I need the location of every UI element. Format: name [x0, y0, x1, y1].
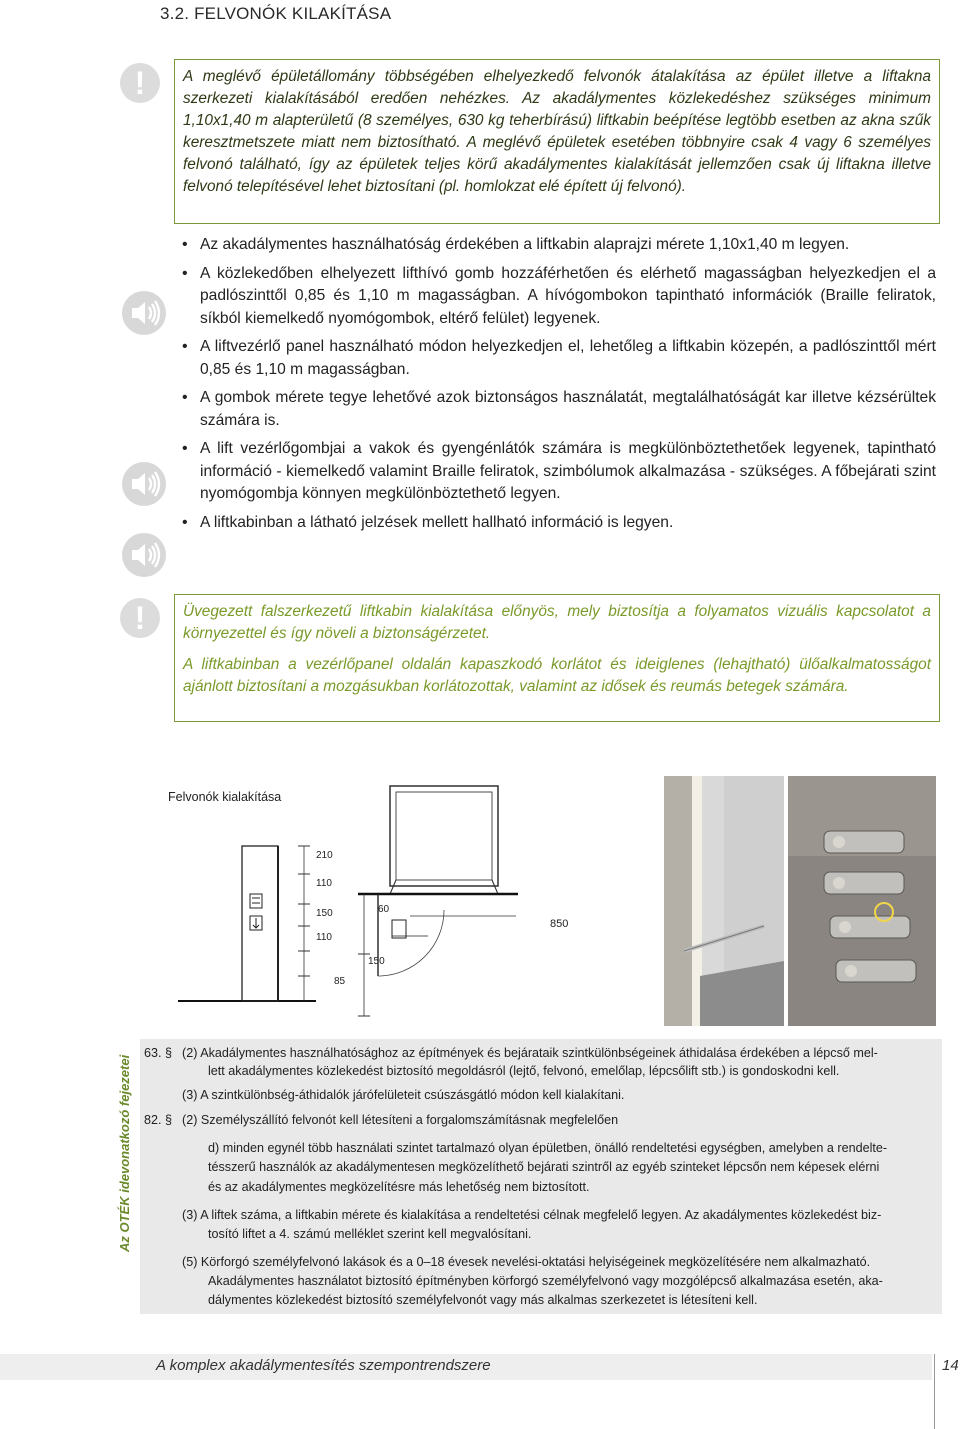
note-text: Üvegezett falszerkezetű liftkabin kialakítása előnyös, mely biztosítja a folyamatos vizuális kapcsolatot a környezettel és így növeli a biztonságérzetet. [183, 603, 931, 642]
speaker-icon [122, 533, 166, 577]
section-title: 3.2. FELVONÓK KILAKÍTÁSA [160, 4, 392, 23]
figure-title: Felvonók kialakítása [168, 790, 282, 804]
section-number: 82. § [144, 1113, 173, 1127]
note-box-existing-lifts [174, 59, 940, 224]
dimension-label: 110 [316, 932, 332, 943]
dimension-label: 60 [378, 904, 390, 915]
legal-line: dálymentes közlekedést biztosító személyfelvonót vagy más alkalmas szerkezetet is létesíteni kell. [208, 1293, 758, 1307]
lift-figure [164, 776, 936, 1026]
legal-line: Akadálymentes használatot biztosító építményben körforgó személyfelvonó vagy mozgólépcső alkalmazása esetén, aka- [208, 1274, 883, 1288]
dimension-label: 150 [316, 908, 333, 919]
requirements-list [180, 234, 936, 540]
speaker-icon [122, 291, 166, 335]
footer-title: A komplex akadálymentesítés szempontrendszere [156, 1357, 491, 1374]
dimension-label: 85 [334, 976, 346, 987]
legal-line: (2) Akadálymentes használhatósághoz az építmények és bejárataik szintkülönbségeinek áthidalása érdekében a lépcső mel- [182, 1046, 878, 1060]
legal-line: tosító liftet a 4. számú melléklet szerint kell megvalósítani. [208, 1227, 532, 1241]
page-number: 14 [942, 1357, 959, 1374]
vertical-label-text: Az OTÉK idevonatkozó fejezetei [117, 1054, 132, 1252]
note-box-glass-cabin [174, 594, 940, 722]
list-item: • A lift vezérlőgombjai a vakok és gyengénlátók számára is megkülönböztethetőek legyenek, tapintható információ - kiemelkedő valamint Braille feliratok, szimbólumok alkalmazása - szükséges. A főbejárati szint nyomógombja könnyen megkülönböztethető legyen. [180, 438, 936, 506]
note-text: A meglévő épületállomány többségében elhelyezkedő felvonók átalakítása az épület illetve a liftakna szerkezeti kialakításából eredően nehézkes. Az akadálymentes közlekedéshez szükséges minimum 1,10x1,40 m alapterületű (8 személyes, 630 kg teherbírású) liftkabin beépítése legtöbb esetben az akna szűk keresztmetszete miatt nem biztosítható. A meglévő épületek esetében többnyire csak 4 vagy 6 személyes felvonó található, így az épületek teljes körű akadálymentes kialakítását jellemzően csak új liftakna illetve felvonó telepítésével lehet biztosítani (pl. homlokzat elé épített új felvonó). [183, 68, 931, 195]
dimension-label: 150 [368, 956, 385, 967]
legal-line: d) minden egynél több használati szintet tartalmazó olyan épületben, önálló rendeltetési egységben, amelyben a rendelte- [208, 1141, 888, 1155]
dimension-label: 110 [316, 878, 332, 889]
legal-line: (5) Körforgó személyfelvonó lakások és a 0–18 évesek nevelési-oktatási helyiségeinek megközelítésére nem alkalmazható. [182, 1255, 871, 1269]
otek-chapter-label [102, 1042, 142, 1254]
dimension-label: 850 [550, 918, 569, 930]
legal-line: (3) A szintkülönbség-áthidalók járófelületeit csúszásgátló módon kell kialakítani. [182, 1088, 625, 1102]
cabin-interior-photo [664, 776, 784, 1026]
legal-line: lett akadálymentes közlekedést biztosító megoldásról (lejtő, felvonó, emelőlap, lépcsőlift stb.) is gondoskodni kell. [208, 1064, 840, 1078]
elevation-drawing [178, 846, 316, 1001]
warning-icon: ! [120, 63, 160, 103]
list-item: • A közlekedőben elhelyezett lifthívó gomb hozzáférhetően és elérhető magasságban helyezkedjen el a padlószinttől 0,85 és 1,10 m magasságban. A hívógombokon tapintható információk (Braille feliratok, síkból kiemelkedő nyomógombok, eltérő felület) legyenek. [180, 263, 936, 331]
note-text: A liftkabinban a vezérlőpanel oldalán kapaszkodó korlátot és ideiglenes (lehajtható) ülőalkalmatosságot ajánlott biztosítani a mozgásukban korlátozottak, valamint az idősek és reumás betegek számára. [183, 656, 931, 695]
legal-line: tésszerű használók az akadálymentesen megközelíthető bejárati szintről az egyéb szinteket lépcsőn nem képesek elérni [208, 1160, 880, 1174]
section-number: 63. § [144, 1046, 173, 1060]
plan-drawing [358, 786, 518, 1016]
legal-line: (3) A liftek száma, a liftkabin mérete és kialakítása a rendeltetési célnak megfelelő legyen. Az akadálymentes közlekedést biz- [182, 1208, 882, 1222]
legal-line: és az akadálymentes megközelítésre más lehetőség nem biztosított. [208, 1180, 590, 1194]
legal-line: (2) Személyszállító felvonót kell létesíteni a forgalomszámításnak megfelelően [182, 1113, 619, 1127]
list-item: • A liftkabinban a látható jelzések mellett hallható információ is legyen. [180, 512, 936, 535]
warning-icon: ! [120, 598, 160, 638]
dimension-label: 210 [316, 850, 333, 861]
braille-buttons-photo [788, 776, 936, 1026]
footer-divider [934, 1354, 935, 1429]
list-item: • A gombok mérete tegye lehetővé azok biztonságos használatát, megtalálhatóságát kar illetve kézsérültek számára is. [180, 387, 936, 432]
speaker-icon [122, 462, 166, 506]
list-item: • Az akadálymentes használhatóság érdekében a liftkabin alaprajzi mérete 1,10x1,40 m legyen. [180, 234, 936, 257]
list-item: • A liftvezérlő panel használható módon helyezkedjen el, lehetőleg a liftkabin közepén, a padlószinttől mért 0,85 és 1,10 m magasságban. [180, 336, 936, 381]
otek-legal-excerpt [140, 1039, 942, 1314]
